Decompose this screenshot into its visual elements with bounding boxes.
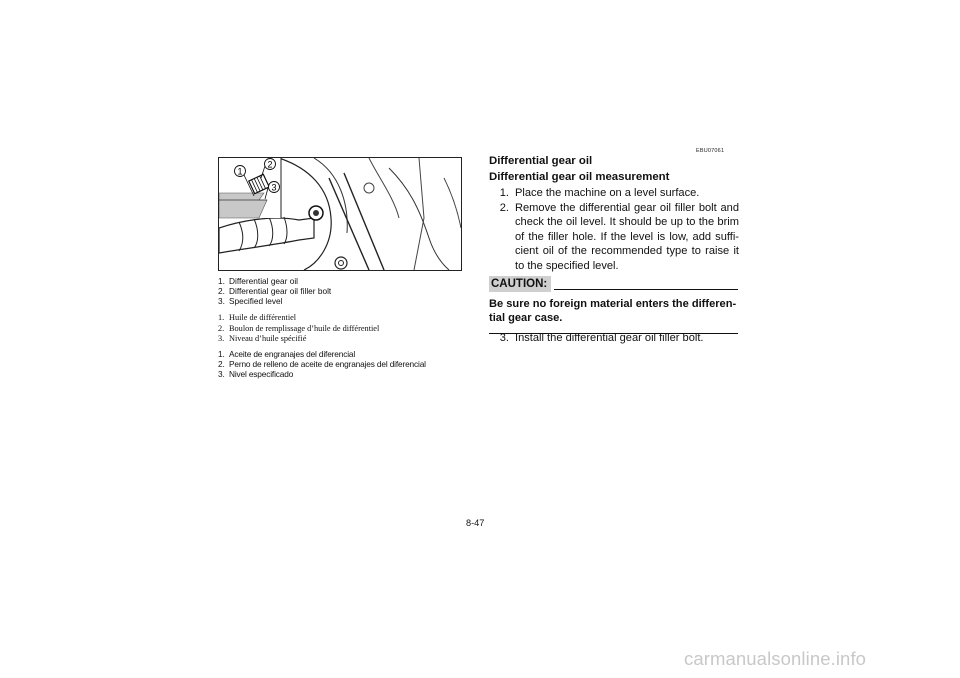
caption-list-spanish	[218, 349, 468, 380]
caption-item: 2. Differential gear oil filler bolt	[218, 286, 332, 297]
callout-1: 1	[237, 166, 243, 177]
caution-label: CAUTION:	[489, 276, 551, 292]
section-title: Differential gear oil	[489, 155, 593, 167]
caution-box	[489, 274, 738, 334]
section-subtitle: Differential gear oil measurement	[489, 171, 670, 183]
step-item: 1. Place the machine on a level surface.	[499, 187, 700, 199]
caption-item: 2. Perno de relleno de aceite de engranajes del diferencial	[218, 359, 426, 370]
illustration-differential-oil	[218, 157, 462, 271]
caution-top-rule	[554, 289, 738, 290]
callout-2: 2	[267, 159, 273, 170]
procedure-steps-continued	[489, 331, 739, 346]
caption-item: 3. Nivel especificado	[218, 369, 294, 380]
caption-item: 1. Huile de différentiel	[218, 313, 297, 322]
caution-header	[489, 274, 738, 292]
step-item: 3. Install the differential gear oil filler bolt.	[499, 332, 704, 344]
caption-list-english	[218, 276, 468, 307]
step-item: 2. Remove the differential gear oil filler bolt and check the oil level. It should be up to the brim of the filler hole. If the level is low, add suffi-cient oil of the recommended type to raise it to the specified level.	[499, 201, 739, 272]
caption-list-french	[218, 313, 468, 345]
caption-item: 3. Niveau d’huile spécifié	[218, 334, 307, 343]
watermark: carmanualsonline.info	[684, 648, 867, 669]
page-number: 8-47	[466, 518, 485, 528]
callout-3: 3	[271, 182, 277, 193]
caption-item: 3. Specified level	[218, 296, 283, 307]
caption-item: 2. Boulon de remplissage d’huile de différentiel	[218, 323, 380, 333]
caption-item: 1. Differential gear oil	[218, 276, 299, 286]
procedure-steps	[489, 186, 739, 274]
technical-drawing	[219, 158, 461, 270]
caption-item: 1. Aceite de engranajes del diferencial	[218, 349, 356, 359]
reference-code: EBU07061	[696, 148, 725, 154]
caution-text: Be sure no foreign material enters the differen-tial gear case.	[489, 298, 737, 324]
